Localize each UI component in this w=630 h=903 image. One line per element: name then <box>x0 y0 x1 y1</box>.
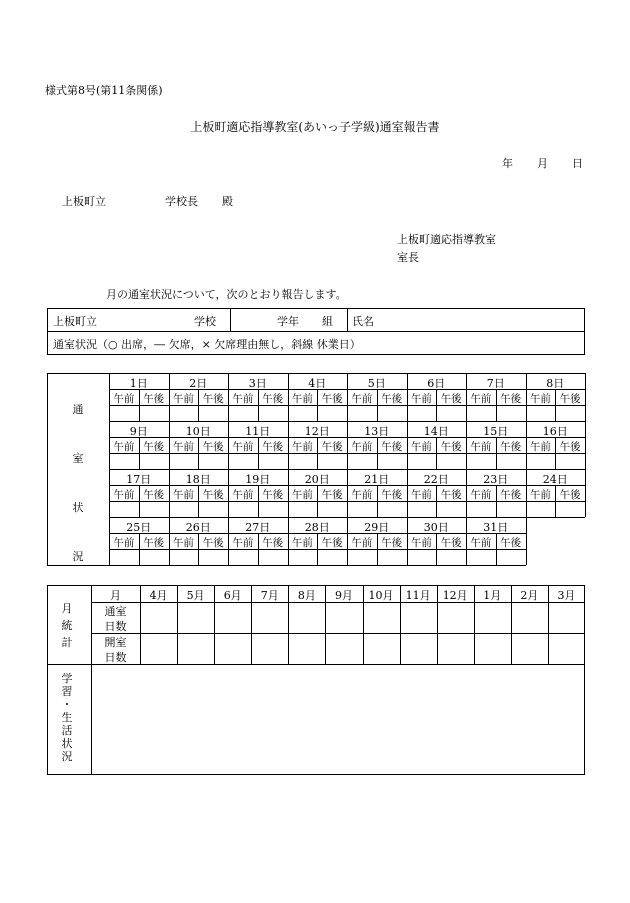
day-label: 31日 <box>483 521 509 534</box>
month-header: 月 <box>110 589 121 602</box>
pm-label: 午後 <box>381 441 403 453</box>
addressee-principal: 学校長 <box>165 195 198 208</box>
pm-label: 午後 <box>321 393 343 405</box>
day-label: 20日 <box>304 473 330 486</box>
day-label: 27日 <box>245 521 271 534</box>
am-label: 午前 <box>529 393 551 405</box>
month-label: 10月 <box>368 589 394 602</box>
pm-label: 午後 <box>559 393 581 405</box>
grid-line <box>585 373 586 421</box>
pm-label: 午後 <box>202 441 224 453</box>
info-school: 学校 <box>194 315 216 328</box>
row-label-open: 開室 <box>104 636 127 649</box>
pm-label: 午後 <box>440 489 462 501</box>
day-label: 16日 <box>542 425 568 438</box>
am-label: 午前 <box>470 393 492 405</box>
pm-label: 午後 <box>321 441 343 453</box>
page-title: 上板町適応指導教室(あいっ子学級)通室報告書 <box>190 120 440 134</box>
am-label: 午前 <box>291 393 313 405</box>
am-label: 午前 <box>172 489 194 501</box>
addressee-honorific: 殿 <box>222 195 233 208</box>
pm-label: 午後 <box>500 441 522 453</box>
am-label: 午前 <box>232 441 254 453</box>
month-label: 6月 <box>223 589 242 602</box>
am-label: 午前 <box>410 393 432 405</box>
pm-label: 午後 <box>440 537 462 549</box>
am-label: 午前 <box>351 441 373 453</box>
am-label: 午前 <box>232 489 254 501</box>
legend-text: 通室状況（○ 出席，― 欠席，× 欠席理由無し，斜線 休業日） <box>53 338 361 351</box>
pm-label: 午後 <box>321 489 343 501</box>
am-label: 午前 <box>351 393 373 405</box>
info-col-line <box>347 308 348 331</box>
am-label: 午前 <box>291 441 313 453</box>
pm-label: 午後 <box>262 441 284 453</box>
month-label: 7月 <box>260 589 279 602</box>
pm-label: 午後 <box>381 537 403 549</box>
am-label: 午前 <box>351 537 373 549</box>
day-label: 7日 <box>486 377 505 390</box>
info-col-line <box>230 308 231 331</box>
day-label: 8日 <box>546 377 565 390</box>
month-label: 2月 <box>520 589 539 602</box>
day-label: 2日 <box>189 377 208 390</box>
day-label: 6日 <box>427 377 446 390</box>
month-label: 8月 <box>297 589 316 602</box>
sender-org: 上板町適応指導教室 <box>397 233 496 246</box>
day-label: 22日 <box>423 473 449 486</box>
pm-label: 午後 <box>143 393 165 405</box>
day-label: 9日 <box>129 425 148 438</box>
grid-line <box>585 469 586 517</box>
pm-label: 午後 <box>262 489 284 501</box>
day-label: 12日 <box>304 425 330 438</box>
am-label: 午前 <box>410 537 432 549</box>
pm-label: 午後 <box>381 393 403 405</box>
date-year: 年 <box>502 157 513 170</box>
pm-label: 午後 <box>559 489 581 501</box>
day-label: 11日 <box>245 425 271 438</box>
am-label: 午前 <box>291 537 313 549</box>
day-label: 18日 <box>185 473 211 486</box>
pm-label: 午後 <box>500 393 522 405</box>
intro-text: 月の通室状況について，次のとおり報告します。 <box>106 288 347 301</box>
pm-label: 午後 <box>143 441 165 453</box>
pm-label: 午後 <box>143 489 165 501</box>
am-label: 午前 <box>232 537 254 549</box>
month-label: 12月 <box>442 589 468 602</box>
day-label: 17日 <box>126 473 152 486</box>
month-label: 11月 <box>405 589 431 602</box>
side-label-char: 状 <box>72 501 84 514</box>
am-label: 午前 <box>172 537 194 549</box>
month-label: 1月 <box>483 589 502 602</box>
row-label-open-2: 日数 <box>104 651 127 664</box>
grid-line <box>526 517 527 565</box>
side-label-char: 通 <box>72 403 84 416</box>
pm-label: 午後 <box>500 489 522 501</box>
day-label: 10日 <box>185 425 211 438</box>
info-grade: 学年 <box>277 315 299 328</box>
day-label: 1日 <box>129 377 148 390</box>
month-label: 3月 <box>557 589 576 602</box>
month-label: 9月 <box>334 589 353 602</box>
day-label: 25日 <box>126 521 152 534</box>
form-number: 様式第8号(第11条関係) <box>45 84 163 97</box>
day-label: 28日 <box>304 521 330 534</box>
pm-label: 午後 <box>262 537 284 549</box>
pm-label: 午後 <box>381 489 403 501</box>
day-label: 15日 <box>483 425 509 438</box>
am-label: 午前 <box>529 489 551 501</box>
am-label: 午前 <box>410 489 432 501</box>
day-label: 26日 <box>185 521 211 534</box>
am-label: 午前 <box>470 537 492 549</box>
pm-label: 午後 <box>440 393 462 405</box>
am-label: 午前 <box>470 441 492 453</box>
am-label: 午前 <box>410 441 432 453</box>
grid-line <box>109 565 526 566</box>
info-class: 組 <box>322 315 333 328</box>
side-label-char: 況 <box>72 550 84 563</box>
day-label: 14日 <box>423 425 449 438</box>
row-label-attend-2: 日数 <box>104 620 127 633</box>
am-label: 午前 <box>470 489 492 501</box>
am-label: 午前 <box>113 489 135 501</box>
info-name: 氏名 <box>352 315 374 328</box>
study-status-label: 学 習 ・ 生 活 状 況 <box>61 672 73 763</box>
am-label: 午前 <box>291 489 313 501</box>
pm-label: 午後 <box>262 393 284 405</box>
date-day: 日 <box>572 157 583 170</box>
row-label-attend: 通室 <box>104 605 127 618</box>
day-label: 23日 <box>483 473 509 486</box>
am-label: 午前 <box>529 441 551 453</box>
sender-role: 室長 <box>397 251 419 264</box>
am-label: 午前 <box>113 393 135 405</box>
side-label-char: 室 <box>72 452 84 465</box>
info-divider <box>47 331 585 332</box>
day-label: 24日 <box>542 473 568 486</box>
am-label: 午前 <box>113 537 135 549</box>
day-label: 19日 <box>245 473 271 486</box>
pm-label: 午後 <box>440 441 462 453</box>
day-label: 4日 <box>308 377 327 390</box>
pm-label: 午後 <box>202 537 224 549</box>
am-label: 午前 <box>232 393 254 405</box>
am-label: 午前 <box>172 441 194 453</box>
monthly-side-label: 月 統 計 <box>61 602 73 649</box>
grid-line <box>47 373 109 374</box>
day-label: 21日 <box>364 473 390 486</box>
grid-line <box>585 421 586 469</box>
pm-label: 午後 <box>202 393 224 405</box>
month-label: 5月 <box>186 589 205 602</box>
pm-label: 午後 <box>500 537 522 549</box>
date-month: 月 <box>537 157 548 170</box>
am-label: 午前 <box>113 441 135 453</box>
day-label: 3日 <box>248 377 267 390</box>
grid-line <box>109 517 526 518</box>
pm-label: 午後 <box>143 537 165 549</box>
am-label: 午前 <box>351 489 373 501</box>
pm-label: 午後 <box>321 537 343 549</box>
grid-line <box>47 565 109 566</box>
day-label: 29日 <box>364 521 390 534</box>
addressee-town: 上板町立 <box>62 195 106 208</box>
pm-label: 午後 <box>202 489 224 501</box>
day-label: 30日 <box>423 521 449 534</box>
info-town: 上板町立 <box>53 315 97 328</box>
day-label: 13日 <box>364 425 390 438</box>
day-label: 5日 <box>367 377 386 390</box>
pm-label: 午後 <box>559 441 581 453</box>
am-label: 午前 <box>172 393 194 405</box>
month-label: 4月 <box>149 589 168 602</box>
